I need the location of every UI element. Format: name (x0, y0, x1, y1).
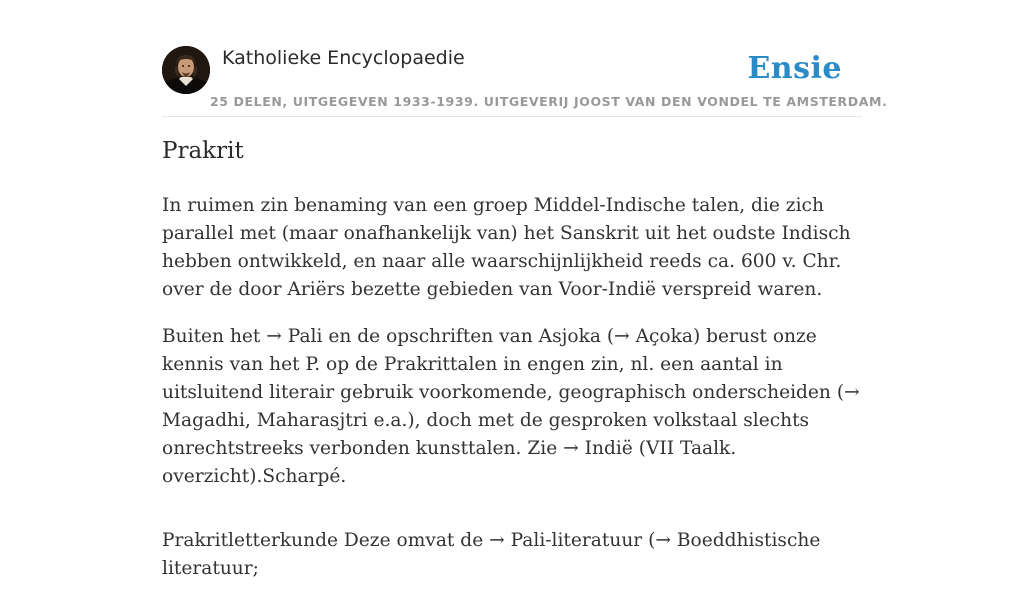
article-title: Prakrit (162, 138, 244, 164)
article-paragraph: Prakritletterkunde Deze omvat de → Pali-literatuur (→ Boeddhistische literatuur; (162, 530, 821, 579)
article-paragraph: Buiten het → Pali en de opschriften van Asjoka (→ Açoka) berust onze kennis van het P. op de Prakrittalen in engen zin, nl. een aantal in uitsluitend literair gebruik voorkomende, geographisch onderscheiden (→ Magadhi, Maharasjtri e.a.), doch met de gesproken volkstaal slechts onrechtstreeks verbonden kunsttalen. Zie → Indië (VII Taalk. overzicht).Scharpé. (162, 326, 860, 487)
header (162, 40, 888, 117)
portrait-avatar-icon[interactable] (162, 46, 210, 94)
ensie-logo[interactable]: Ensie (747, 51, 842, 86)
publication-title[interactable]: Katholieke Encyclopaedie (222, 47, 465, 69)
article-paragraph: In ruimen zin benaming van een groep Middel-Indische talen, die zich parallel met (maar onafhankelijk van) het Sanskrit uit het oudste Indisch hebben ontwikkeld, en naar alle waarschijnlijkheid reeds ca. 600 v. Chr. over de door Ariërs bezette gebieden van Voor-Indië verspreid waren. (162, 195, 851, 300)
publication-subtitle: 25 DELEN, UITGEGEVEN 1933-1939. UITGEVERIJ JOOST VAN DEN VONDEL TE AMSTERDAM. (210, 94, 888, 109)
article-body (162, 192, 864, 602)
